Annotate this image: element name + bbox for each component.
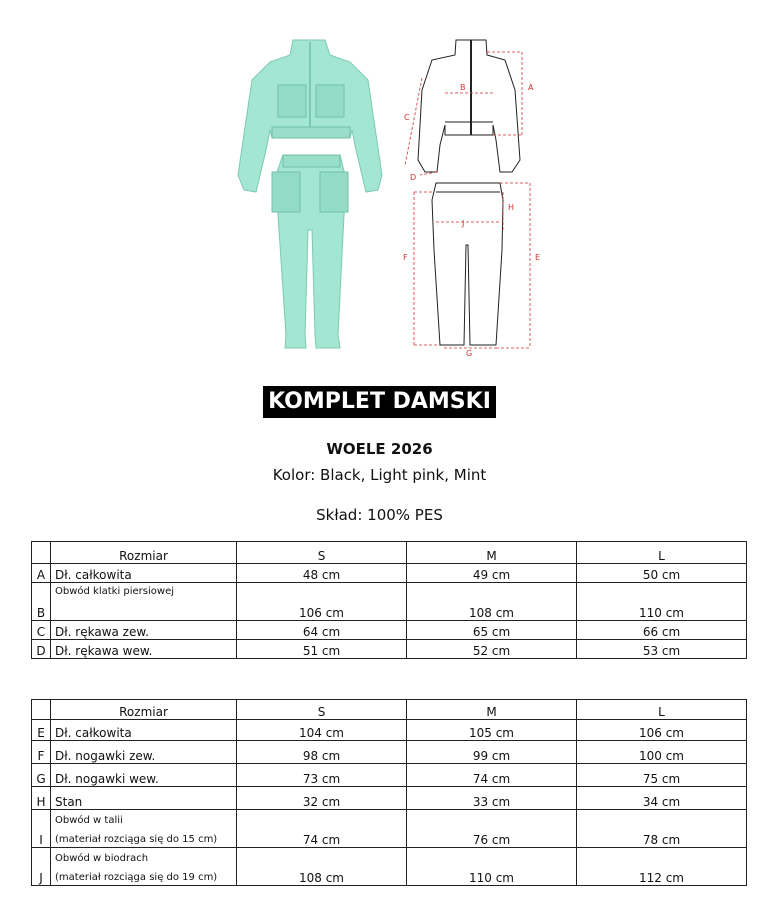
svg-text:J: J	[462, 219, 465, 228]
row-value-l: 112 cm	[577, 848, 747, 886]
row-label: Dł. całkowita	[51, 564, 237, 583]
row-value-m: 49 cm	[407, 564, 577, 583]
row-letter: E	[32, 720, 51, 741]
row-label: Obwód klatki piersiowej	[55, 586, 175, 597]
row-label: Stan	[51, 787, 237, 810]
row-letter: A	[32, 564, 51, 583]
composition-line: Skład: 100% PES	[316, 506, 443, 524]
row-value-m: 99 cm	[407, 741, 577, 764]
trousers-size-table	[31, 699, 747, 886]
row-value-l: 78 cm	[577, 810, 747, 848]
row-value-s: 73 cm	[237, 764, 407, 787]
row-value-s: 51 cm	[237, 640, 407, 659]
header-size-l: L	[577, 542, 747, 564]
row-letter: I	[32, 810, 51, 848]
row-value-s: 104 cm	[237, 720, 407, 741]
row-value-m: 74 cm	[407, 764, 577, 787]
trousers-technical-drawing	[432, 183, 503, 345]
row-value-s: 64 cm	[237, 621, 407, 640]
header-size-label: Rozmiar	[51, 700, 237, 720]
row-label-cell	[51, 583, 237, 621]
color-line: Kolor: Black, Light pink, Mint	[272, 466, 487, 484]
row-label: Dł. całkowita	[51, 720, 237, 741]
table-row	[32, 640, 747, 659]
header-empty-cell	[32, 700, 51, 720]
row-value-m: 105 cm	[407, 720, 577, 741]
row-value-s: 32 cm	[237, 787, 407, 810]
row-sublabel: (materiał rozciąga się do 15 cm)	[55, 834, 218, 845]
row-letter: C	[32, 621, 51, 640]
row-letter: B	[32, 583, 51, 621]
row-value-l: 50 cm	[577, 564, 747, 583]
row-sublabel: (materiał rozciąga się do 19 cm)	[55, 872, 218, 883]
svg-text:B: B	[460, 83, 466, 92]
row-value-l: 53 cm	[577, 640, 747, 659]
header-size-m: M	[407, 542, 577, 564]
row-label: Dł. rękawa zew.	[51, 621, 237, 640]
header-size-s: S	[237, 700, 407, 720]
table-row	[32, 787, 747, 810]
row-value-l: 106 cm	[577, 720, 747, 741]
jacket-technical-drawing	[418, 40, 520, 172]
svg-text:E: E	[535, 253, 541, 262]
table-row	[32, 583, 747, 621]
model-name: WOELE 2026	[326, 440, 433, 458]
row-value-s: 48 cm	[237, 564, 407, 583]
row-value-l: 34 cm	[577, 787, 747, 810]
table-row	[32, 741, 747, 764]
table-row	[32, 764, 747, 787]
row-label: Obwód w biodrach	[55, 853, 149, 864]
row-value-m: 108 cm	[407, 583, 577, 621]
header-size-l: L	[577, 700, 747, 720]
row-letter: F	[32, 741, 51, 764]
header-size-s: S	[237, 542, 407, 564]
table-row	[32, 564, 747, 583]
product-illustration	[0, 0, 759, 370]
table-row	[32, 621, 747, 640]
table-header-row	[32, 700, 747, 720]
page-title: KOMPLET DAMSKI	[263, 386, 496, 418]
row-value-l: 100 cm	[577, 741, 747, 764]
row-label: Dł. nogawki wew.	[51, 764, 237, 787]
row-value-s: 98 cm	[237, 741, 407, 764]
svg-text:G: G	[466, 349, 473, 358]
dimension-lines	[405, 52, 530, 348]
row-value-m: 65 cm	[407, 621, 577, 640]
row-value-m: 110 cm	[407, 848, 577, 886]
table-header-row	[32, 542, 747, 564]
row-letter: H	[32, 787, 51, 810]
row-value-s: 106 cm	[237, 583, 407, 621]
jacket-size-table	[31, 541, 747, 659]
row-letter: J	[32, 848, 51, 886]
table-row	[32, 848, 747, 886]
svg-text:A: A	[528, 83, 534, 92]
table-row	[32, 810, 747, 848]
row-value-m: 76 cm	[407, 810, 577, 848]
row-value-l: 75 cm	[577, 764, 747, 787]
row-label: Dł. rękawa wew.	[51, 640, 237, 659]
row-label: Obwód w talii	[55, 815, 123, 826]
row-letter: G	[32, 764, 51, 787]
row-value-s: 74 cm	[237, 810, 407, 848]
row-value-s: 108 cm	[237, 848, 407, 886]
product-figures	[0, 0, 759, 370]
header-size-m: M	[407, 700, 577, 720]
svg-text:D: D	[410, 173, 417, 182]
header-size-label: Rozmiar	[51, 542, 237, 564]
title-wrap	[0, 386, 759, 418]
row-value-l: 66 cm	[577, 621, 747, 640]
mint-trousers-image	[272, 155, 348, 348]
svg-text:H: H	[508, 203, 515, 212]
row-value-m: 33 cm	[407, 787, 577, 810]
svg-text:C: C	[404, 113, 410, 122]
row-letter: D	[32, 640, 51, 659]
row-value-m: 52 cm	[407, 640, 577, 659]
row-label-cell	[51, 810, 237, 848]
svg-text:F: F	[403, 253, 408, 262]
row-label: Dł. nogawki zew.	[51, 741, 237, 764]
row-value-l: 110 cm	[577, 583, 747, 621]
row-label-cell	[51, 848, 237, 886]
header-empty-cell	[32, 542, 51, 564]
table-row	[32, 720, 747, 741]
